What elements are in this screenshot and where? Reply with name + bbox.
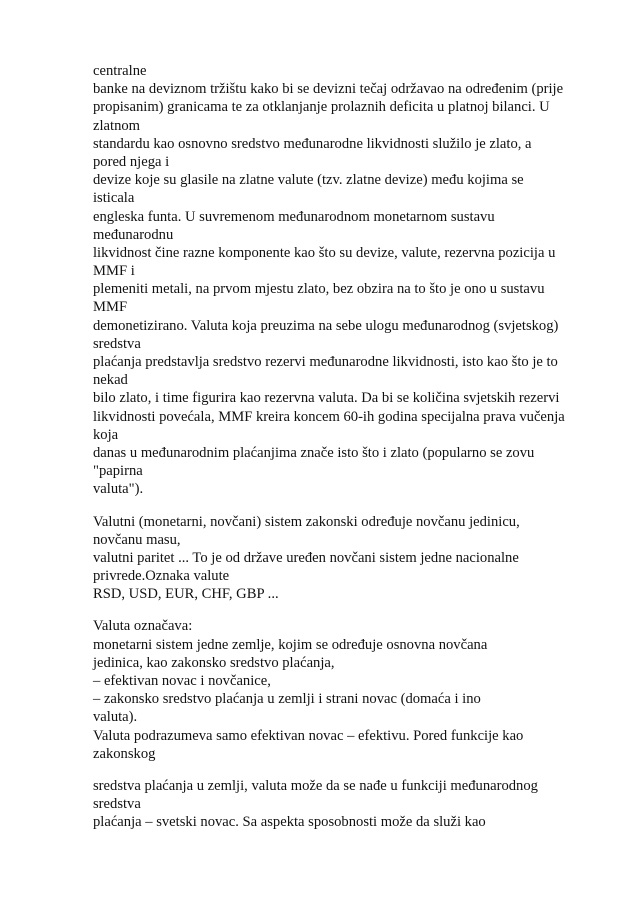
document-body	[93, 62, 613, 832]
text-line: zlatnom	[93, 117, 141, 134]
text-line: valuta").	[93, 481, 144, 498]
text-line: Valuta podrazumeva samo efektivan novac – efektivu. Pored funkcije kao	[93, 727, 524, 744]
text-line: standardu kao osnovno sredstvo međunarodne likvidnosti služilo je zlato, a	[93, 135, 532, 152]
text-line: bilo zlato, i time figurira kao rezervna valuta. Da bi se količina svjetskih rezervi	[93, 390, 560, 407]
paragraph	[93, 777, 613, 832]
paragraph	[93, 617, 613, 763]
text-line: valutni paritet ... To je od države uređen novčani sistem jedne nacionalne	[93, 549, 519, 566]
text-line: monetarni sistem jedne zemlje, kojim se određuje osnovna novčana	[93, 636, 488, 653]
text-line: engleska funta. U suvremenom međunarodnom monetarnom sustavu	[93, 208, 495, 225]
paragraph	[93, 513, 613, 604]
text-line: banke na deviznom tržištu kako bi se devizni tečaj održavao na određenim (prije	[93, 81, 564, 98]
text-line: koja	[93, 426, 119, 443]
text-line: propisanim) granicama te za otklanjanje prolaznih deficita u platnoj bilanci. U	[93, 99, 550, 116]
text-line: sredstva	[93, 796, 141, 813]
text-line: zakonskog	[93, 745, 156, 762]
paragraph-gap	[93, 763, 613, 777]
text-line: likvidnost čine razne komponente kao što su devize, valute, rezervna pozicija u	[93, 244, 556, 261]
paragraph	[93, 62, 613, 499]
text-line: jedinica, kao zakonsko sredstvo plaćanja,	[93, 654, 335, 671]
text-line: RSD, USD, EUR, CHF, GBP ...	[93, 586, 279, 603]
text-line: pored njega i	[93, 153, 170, 170]
text-line: Valutni (monetarni, novčani) sistem zakonski određuje novčanu jedinicu,	[93, 513, 520, 530]
text-line: "papirna	[93, 463, 143, 480]
text-line: MMF	[93, 299, 128, 316]
text-line: nekad	[93, 372, 128, 389]
text-line: danas u međunarodnim plaćanjima znače isto što i zlato (popularno se zovu	[93, 444, 535, 461]
text-line: sredstva	[93, 335, 141, 352]
text-line: – zakonsko sredstvo plaćanja u zemlji i strani novac (domaća i ino	[93, 691, 481, 708]
text-line: – efektivan novac i novčanice,	[93, 673, 271, 689]
text-line: valuta).	[93, 709, 138, 726]
text-line: isticala	[93, 190, 135, 207]
text-line: likvidnosti povećala, MMF kreira koncem 60-ih godina specijalna prava vučenja	[93, 408, 565, 425]
text-line: plaćanja – svetski novac. Sa aspekta sposobnosti može da služi kao	[93, 814, 486, 831]
text-line: demonetizirano. Valuta koja preuzima na sebe ulogu međunarodnog (svjetskog)	[93, 317, 559, 334]
text-line: sredstva plaćanja u zemlji, valuta može da se nađe u funkciji međunarodnog	[93, 777, 538, 794]
text-line: Valuta označava:	[93, 618, 193, 635]
text-line: novčanu masu,	[93, 531, 181, 548]
text-line: međunarodnu	[93, 226, 174, 243]
text-line: plemeniti metali, na prvom mjestu zlato, bez obzira na to što je ono u sustavu	[93, 281, 545, 298]
paragraph-gap	[93, 499, 613, 513]
text-line: devize koje su glasile na zlatne valute (tzv. zlatne devize) među kojima se	[93, 172, 524, 189]
text-line: centralne	[93, 63, 147, 79]
text-line: plaćanja predstavlja sredstvo rezervi međunarodne likvidnosti, isto kao što je to	[93, 354, 558, 370]
paragraph-gap	[93, 603, 613, 617]
text-line: MMF i	[93, 263, 135, 280]
text-line: privrede.Oznaka valute	[93, 568, 230, 585]
